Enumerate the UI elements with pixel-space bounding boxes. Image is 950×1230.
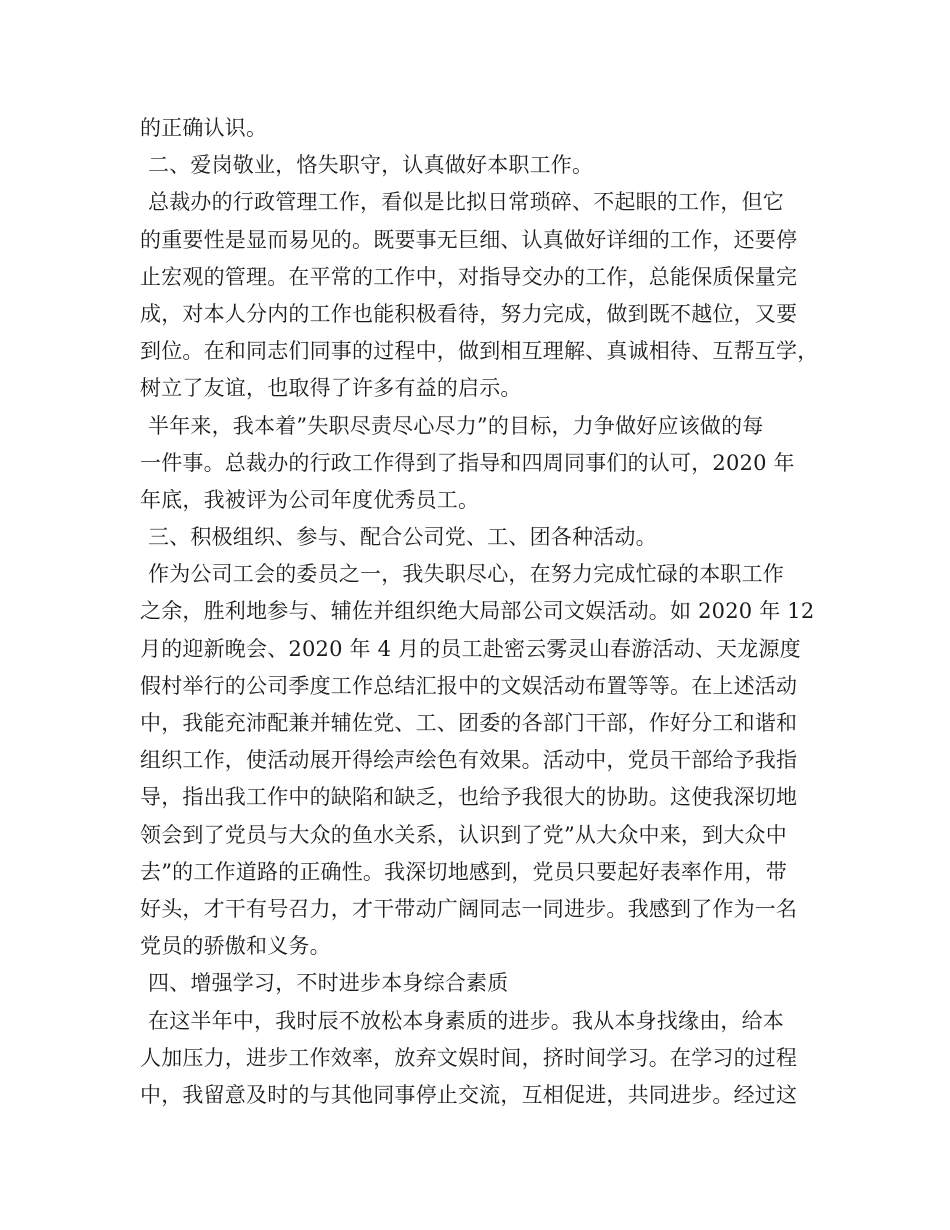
text-line: 去”的工作道路的正确性。我深切地感到，党员只要起好表率作用，带: [140, 859, 787, 884]
text-line: 年底，我被评为公司年度优秀员工。: [140, 487, 480, 512]
text-line: 四、增强学习，不时进步本身综合素质: [148, 971, 509, 996]
text-line: 中，我能充沛配兼并辅佐党、工、团委的各部门干部，作好分工和谐和: [140, 711, 798, 735]
text-line: 树立了友谊，也取得了许多有益的启示。: [140, 376, 522, 401]
text-line: 一件事。总裁办的行政工作得到了指导和四周同事们的认可，2020 年: [140, 450, 795, 475]
text-line: 导，指出我工作中的缺陷和缺乏，也给予我很大的协助。这使我深切地: [140, 785, 798, 810]
text-line: 半年来，我本着”失职尽责尽心尽力”的目标，力争做好应该做的每: [148, 413, 764, 438]
text-line: 之余，胜利地参与、辅佐并组织绝大局部公司文娱活动。如 2020 年 12: [140, 599, 815, 624]
text-line: 中，我留意及时的与其他同事停止交流，互相促进，共同进步。经过这: [140, 1082, 798, 1107]
text-line: 假村举行的公司季度工作总结汇报中的文娱活动布置等等。在上述活动: [140, 673, 798, 698]
text-line: 的重要性是显而易见的。既要事无巨细、认真做好详细的工作，还要停: [140, 227, 798, 252]
text-line: 在这半年中，我时辰不放松本身素质的进步。我从本身找缘由，给本: [148, 1008, 784, 1033]
text-line: 组织工作，使活动展开得绘声绘色有效果。活动中，党员干部给予我指: [140, 748, 798, 773]
text-line: 作为公司工会的委员之一，我失职尽心，在努力完成忙碌的本职工作: [148, 562, 784, 587]
text-line: 总裁办的行政管理工作，看似是比拟日常琐碎、不起眼的工作，但它: [148, 190, 784, 215]
text-line: 到位。在和同志们同事的过程中，做到相互理解、真诚相待、互帮互学，: [140, 339, 819, 364]
text-line: 二、爱岗敬业，恪失职守，认真做好本职工作。: [148, 153, 594, 178]
text-line: 的正确认识。: [140, 116, 268, 140]
text-line: 三、积极组织、参与、配合公司党、工、团各种活动。: [148, 525, 657, 550]
text-line: 人加压力，进步工作效率，放弃文娱时间，挤时间学习。在学习的过程: [140, 1045, 798, 1070]
text-line: 好头，才干有号召力，才干带动广阔同志一同进步。我感到了作为一名: [140, 896, 798, 921]
text-line: 月的迎新晚会、2020 年 4 月的员工赴密云雾灵山春游活动、天龙源度: [140, 636, 801, 661]
text-line: 止宏观的管理。在平常的工作中，对指导交办的工作，总能保质保量完: [140, 264, 798, 289]
document-body: [140, 110, 820, 1114]
text-line: 领会到了党员与大众的鱼水关系，认识到了党”从大众中来，到大众中: [140, 822, 787, 847]
text-line: 成，对本人分内的工作也能积极看待，努力完成，做到既不越位，又要: [140, 301, 798, 326]
text-line: 党员的骄傲和义务。: [140, 934, 331, 959]
